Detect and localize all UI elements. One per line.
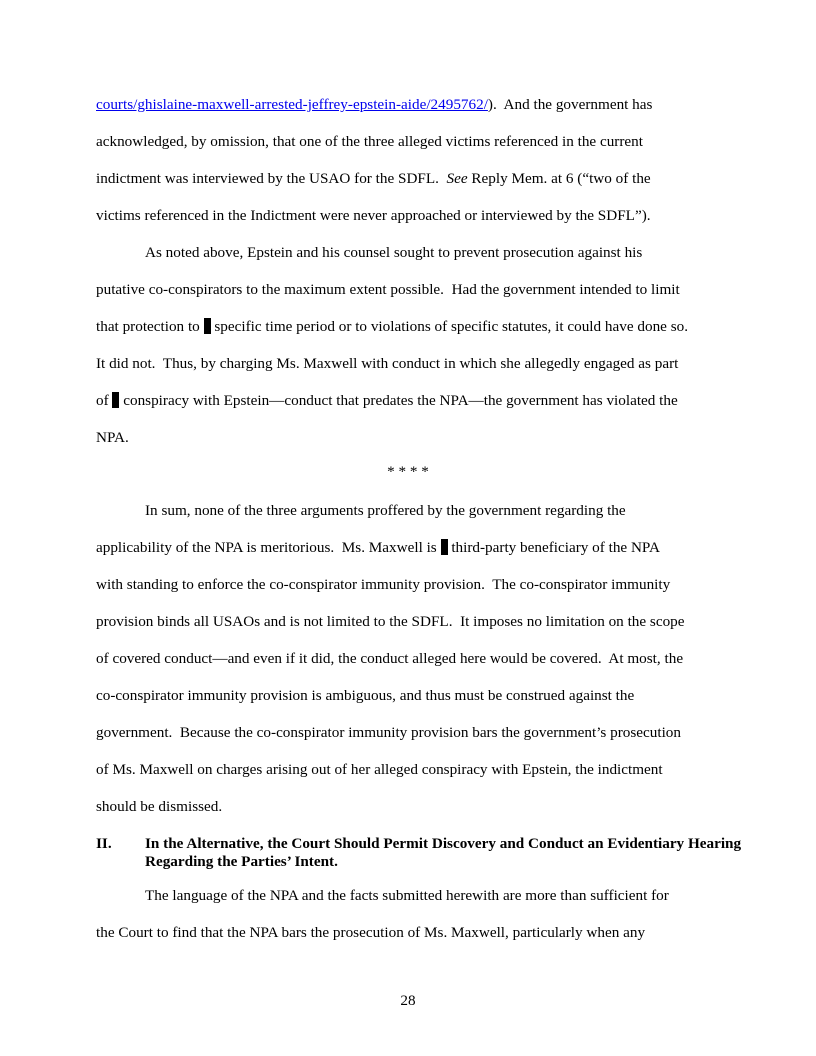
text-line-14: provision binds all USAOs and is not limited to the SDFL. It imposes no limitation on the scope <box>96 613 685 630</box>
text-line-4: victims referenced in the Indictment were never approached or interviewed by the SDFL”). <box>96 207 651 224</box>
line-text: that protection to <box>96 318 204 335</box>
text-line-10: NPA. <box>96 429 129 446</box>
text-line-9 <box>96 392 678 410</box>
redaction-block <box>204 318 211 334</box>
text-line-3 <box>96 170 651 188</box>
section-heading-title: In the Alternative, the Court Should Permit Discovery and Conduct an Evidentiary Hearing Regarding the Parties’ Intent. <box>145 835 742 870</box>
line-text: indictment was interviewed by the USAO for the SDFL. <box>96 170 447 187</box>
line-text: conspiracy with Epstein—conduct that predates the NPA—the government has violated the <box>119 392 678 409</box>
text-line-20: The language of the NPA and the facts submitted herewith are more than sufficient for <box>145 887 669 904</box>
line-text: specific time period or to violations of specific statutes, it could have done so. <box>210 318 689 335</box>
text-line-5: As noted above, Epstein and his counsel sought to prevent prosecution against his <box>145 244 643 261</box>
text-line-6: putative co-conspirators to the maximum extent possible. Had the government intended to limit <box>96 281 680 298</box>
text-line-15: of covered conduct—and even if it did, the conduct alleged here would be covered. At most, the <box>96 650 684 667</box>
citation-signal: See <box>446 170 468 187</box>
text-line-13: with standing to enforce the co-conspirator immunity provision. The co-conspirator immunity <box>96 576 671 593</box>
text-line-18: of Ms. Maxwell on charges arising out of her alleged conspiracy with Epstein, the indictment <box>96 761 663 778</box>
article-link[interactable]: courts/ghislaine-maxwell-arrested-jeffrey-epstein-aide/2495762/ <box>96 96 488 113</box>
text-line-11: In sum, none of the three arguments proffered by the government regarding the <box>145 502 626 519</box>
page-number: 28 <box>400 992 416 1009</box>
line-text: ). And the government has <box>487 96 653 113</box>
text-line-17: government. Because the co-conspirator immunity provision bars the government’s prosecution <box>96 724 681 741</box>
text-line-1 <box>96 96 652 114</box>
section-heading-number: II. <box>96 835 112 852</box>
text-line-21: the Court to find that the NPA bars the prosecution of Ms. Maxwell, particularly when any <box>96 924 646 941</box>
text-line-19: should be dismissed. <box>96 798 223 815</box>
line-text: of <box>96 392 113 409</box>
line-text: third-party beneficiary of the NPA <box>447 539 660 556</box>
text-line-7 <box>96 318 688 336</box>
line-text: Reply Mem. at 6 (“two of the <box>467 170 651 187</box>
text-line-2: acknowledged, by omission, that one of the three alleged victims referenced in the current <box>96 133 643 150</box>
text-line-8: It did not. Thus, by charging Ms. Maxwell with conduct in which she allegedly engaged as part <box>96 355 679 372</box>
section-separator: * * * * <box>387 463 429 480</box>
text-line-16: co-conspirator immunity provision is ambiguous, and thus must be construed against the <box>96 687 635 704</box>
redaction-block <box>441 539 448 555</box>
line-text: applicability of the NPA is meritorious. Ms. Maxwell is <box>96 539 441 556</box>
text-line-12 <box>96 539 660 557</box>
